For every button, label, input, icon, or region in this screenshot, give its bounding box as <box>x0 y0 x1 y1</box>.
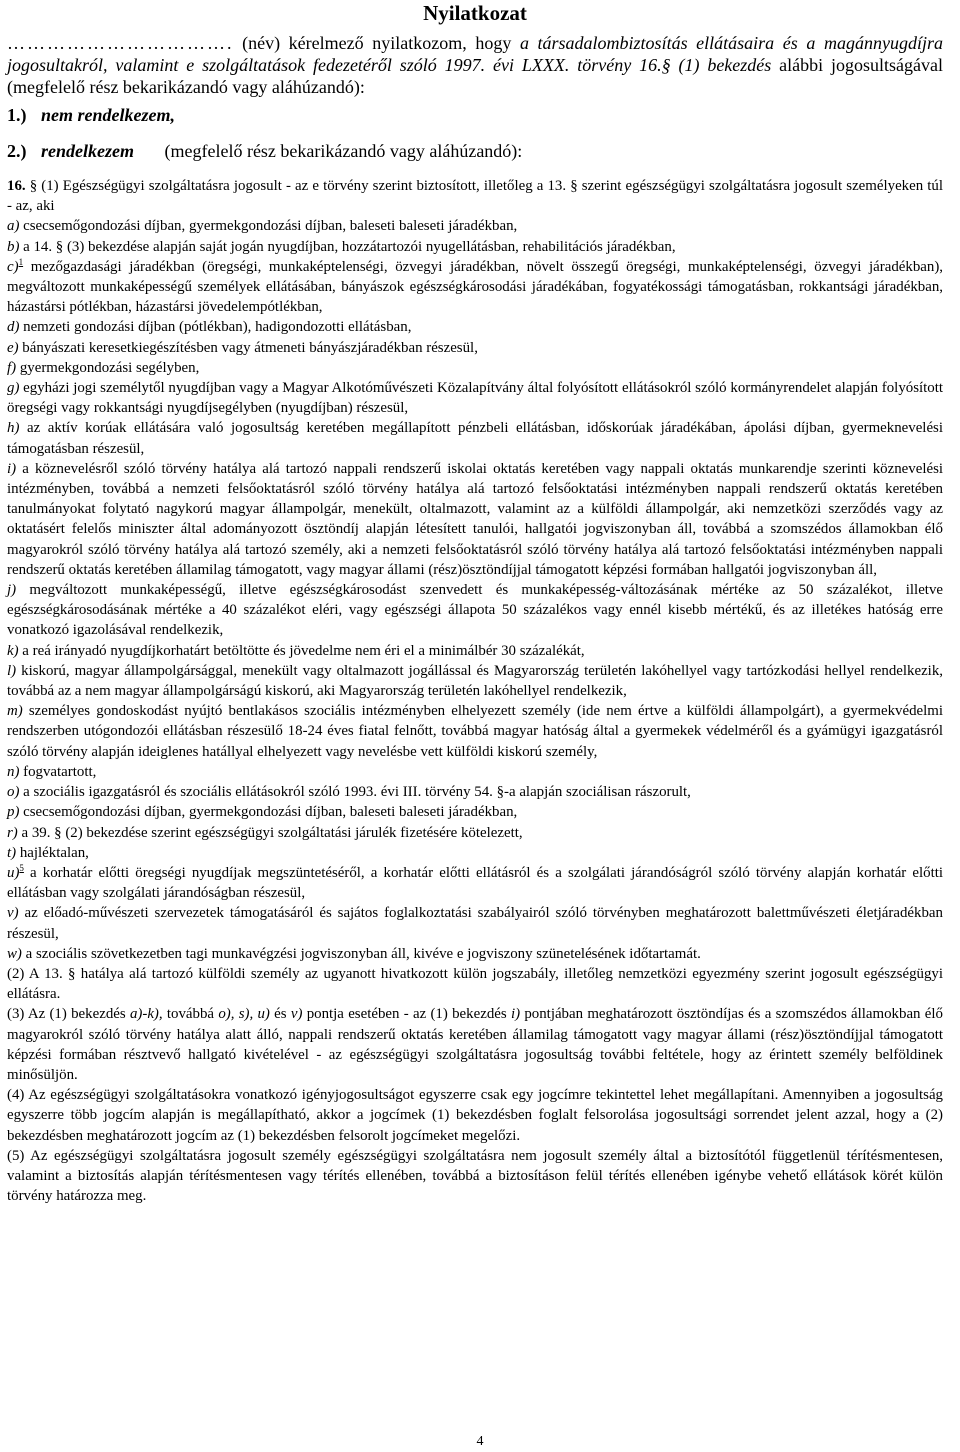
list-item: r) a 39. § (2) bekezdése szerint egészségügyi szolgáltatási járulék fizetésére kötelezett, <box>7 824 523 841</box>
list-item: k) a reá irányadó nyugdíjkorhatárt betöltötte és jövedelme nem éri el a minimálbér 30 százalékát, <box>7 642 585 659</box>
paragraph-5: (5) Az egészségügyi szolgáltatásra jogosult személy egészségügyi szolgáltatásra nem jogosult személy által a biztosítótól függetlenül térítésmentesen, valamint a biztosítás alapján térítésmentesen vagy térítés ellenében, továbbá a biztosításon felül térítés ellenében igénybe vehető ellátások körét külön törvény határozza meg. <box>7 1147 943 1205</box>
paragraph-4: (4) Az egészségügyi szolgáltatásokra vonatkozó igényjogosultságot egyszerre csak egy jogcímre tekintettel lehet megállapítani. Amennyiben a jogosultság egyszerre több jogcím alapján is megállapítható, akkor a jogcímek (1) bekezdésben foglalt felsorolása jogosultsági sorrendet jelent azzal, hogy a (2) bekezdésben meghatározott jogcím az (1) bekezdésben felsorolt jogcímeket megelőzi. <box>7 1087 943 1144</box>
list-item: a) csecsemőgondozási díjban, gyermekgondozási díjban, baleseti baleseti járadékban, <box>7 218 518 235</box>
option-1-number: 1.) <box>7 105 27 125</box>
list-item: o) a szociális igazgatásról és szociális ellátásokról szóló 1993. évi III. törvény 54. §-a alapján szociálisan rászorult, <box>7 784 691 801</box>
section-number: 16. <box>7 178 26 194</box>
name-blank: ……………………………. <box>7 33 234 53</box>
list-item: g) egyházi jogi személytől nyugdíjban vagy a Magyar Alkotóművészeti Közalapítvány által folyósított ellátásokról szóló kormányrendelet alapján folyósított öregségi vagy rokkantsági nyugdíjsegélyben (nyugdíjban) részesül, <box>7 380 943 417</box>
list-item: c)$^1$ mezőgazdasági járadékban (öregségi, munkaképtelenségi, özvegyi járadékban, növelt összegű öregségi, munkaképtelenségi, özvegyi járadékban), megváltozott munkaképességű személyek ellátásában, bányászok egészségkárosodási járadékában, fogyatékossági támogatásban, rokkantsági járadékban, házastársi pótlékban, házastársi jövedelempótlékban, <box>7 256 943 316</box>
paragraph-3: (3) Az (1) bekezdés a)-k), továbbá o), s), u) és v) pontja esetében - az (1) bekezdés i) pontjában meghatározott ösztöndíjas és a szomszédos államokban élő magyarokról szóló törvény hatálya alatt álló, nappali rendszerű oktatás keretében államilag támogatott vagy magyar állami (rész)ösztöndíjjal támogatott képzési formában résztvevő hallgató kivételével - az egészségügyi szolgáltatásra jogosultság további feltétele, hogy az érintett személy belföldinek minősüljön. <box>7 1006 943 1083</box>
page-number: 4 <box>476 1434 484 1449</box>
intro-paragraph <box>7 32 943 98</box>
option-1 <box>7 104 943 126</box>
list-item: e) bányászati keresetkiegészítésben vagy átmeneti bányászjáradékban részesül, <box>7 339 478 356</box>
intro-text-1: (név) kérelmező nyilatkozom, hogy <box>233 33 520 53</box>
section-16-1 <box>7 176 943 216</box>
option-2 <box>7 140 943 162</box>
list-item: h) az aktív korúak ellátására való jogosultság keretében megállapított pénzbeli ellátásban, időskorúak járadékában, ápolási díjban, gyermeknevelési támogatásban részesül, <box>7 420 943 457</box>
list-item: w) a szociális szövetkezetben tagi munkavégzési jogviszonyban áll, kivéve e jogviszony szünetelésének időtartamát. <box>7 945 701 962</box>
footnote-ref[interactable]: 5 <box>19 862 24 873</box>
list-item: f) gyermekgondozási segélyben, <box>7 359 200 376</box>
list-item: l) kiskorú, magyar állampolgársággal, menekült vagy oltalmazott jogállással és Magyarország területén lakóhellyel vagy tartózkodási hellyel rendelkezik, továbbá az a nem magyar állampolgárságú kiskorú, aki Magyarország területén lakóhellyel rendelkezik, <box>7 662 943 700</box>
section-16-1-text: § (1) Egészségügyi szolgáltatásra jogosult - az e törvény szerint biztosított, illetőleg a 13. § szerint egészségügyi szolgáltatásra jogosult személyeken túl - az, aki <box>7 178 943 215</box>
document-page <box>7 0 943 1206</box>
list-item: m) személyes gondoskodást nyújtó bentlakásos szociális intézményben elhelyezett személy (ide nem értve a külföldi állampolgárt), a gyermekvédelmi rendszerben utógondozói ellátásban részesülő 18-24 éves fiatal felnőtt, továbbá magyar hatóság által a gyermekek védelméről és a gyámügyi igazgatásról szóló törvény alapján ideiglenes hatállyal elhelyezett vagy nevelésbe vett külföldi kiskorú személy, <box>7 703 943 760</box>
option-2-note: (megfelelő rész bekarikázandó vagy aláhúzandó): <box>164 141 523 161</box>
law-text <box>7 176 943 1206</box>
list-item: j) megváltozott munkaképességű, illetve egészségkárosodást szenvedett és munkaképesség-változásának mértéke az 50 százalékot, illetve egészségkárosodásának mértéke a 40 százalékot eléri, vagy egészségi állapota 50 százalékos vagy ennél kisebb mértékű, és az illetékes hatóság erre vonatkozó igazolásával rendelkezik, <box>7 582 943 639</box>
page-title: Nyilatkozat <box>423 1 527 25</box>
intro-text-2: alábbi jogosultságával (megfelelő rész bekarikázandó vagy aláhúzandó): <box>7 55 943 97</box>
list-item: v) az előadó-művészeti szervezetek támogatásáról és sajátos foglalkoztatási szabályairól szóló törvényben meghatározott balettművészeti életjáradékban részesül, <box>7 905 943 942</box>
paragraph-2: (2) A 13. § hatálya alá tartozó külföldi személy az ugyanott hivatkozott külön jogszabály, illetőleg nemzetközi egyezmény szerint jogosult egészségügyi ellátásra. <box>7 965 943 1003</box>
list-item: n) fogvatartott, <box>7 763 97 780</box>
list-item: d) nemzeti gondozási díjban (pótlékban), hadigondozotti ellátásban, <box>7 319 412 336</box>
option-1-label: nem rendelkezem, <box>41 105 175 125</box>
law-reference: a társadalombiztosítás ellátásaira és a magánnyugdíjra jogosultakról, valamint e szolgáltatások fedezetéről szóló 1997. évi LXXX. törvény 16.§ (1) bekezdés <box>7 33 943 75</box>
option-2-number: 2.) <box>7 141 27 161</box>
option-2-label: rendelkezem <box>41 141 134 161</box>
list-item: i) a köznevelésről szóló törvény hatálya alá tartozó nappali rendszerű iskolai oktatás keretében vagy nappali oktatás munkarendje szerinti köznevelési intézményben, továbbá a nemzeti felsőoktatásról szóló törvény hatálya alá tartozó felsőoktatási intézményben nappali rendszerű oktatás keretében tanulmányokat folytató nagykorú magyar állampolgár, menekült, oltalmazott, valamint az a külföldi állampolgár, aki nemzetközi szerződés vagy az oktatásért felelős miniszter által adományozott ösztöndíj alapján létesített tanulói, hallgatói jogviszonyban áll, továbbá a szomszédos államokban élő magyarokról szóló törvény hatálya alá tartozó személy, aki a nemzeti felsőoktatásról szóló törvény hatálya alá tartozó felsőoktatási intézményben nappali rendszerű oktatás keretében államilag támogatott, vagy magyar állami (rész)ösztöndíjjal támogatott képzési formában hallgatói jogviszonyban áll, <box>7 460 943 578</box>
list-item: u)$^5$ a korhatár előtti öregségi nyugdíjak megszüntetéséről, a korhatár előtti ellátásról és a szolgálati járandóságról szóló törvény alapján korhatár előtti ellátásban vagy szolgálati járandóságban részesül, <box>7 862 943 902</box>
list-item: t) hajléktalan, <box>7 844 89 861</box>
list-item: b) a 14. § (3) bekezdése alapján saját jogán nyugdíjban, hozzátartozói nyugellátásban, rehabilitációs járadékban, <box>7 238 676 255</box>
footnote-ref[interactable]: 1 <box>18 256 24 267</box>
list-item: p) csecsemőgondozási díjban, gyermekgondozási díjban, baleseti baleseti járadékban, <box>7 804 518 821</box>
